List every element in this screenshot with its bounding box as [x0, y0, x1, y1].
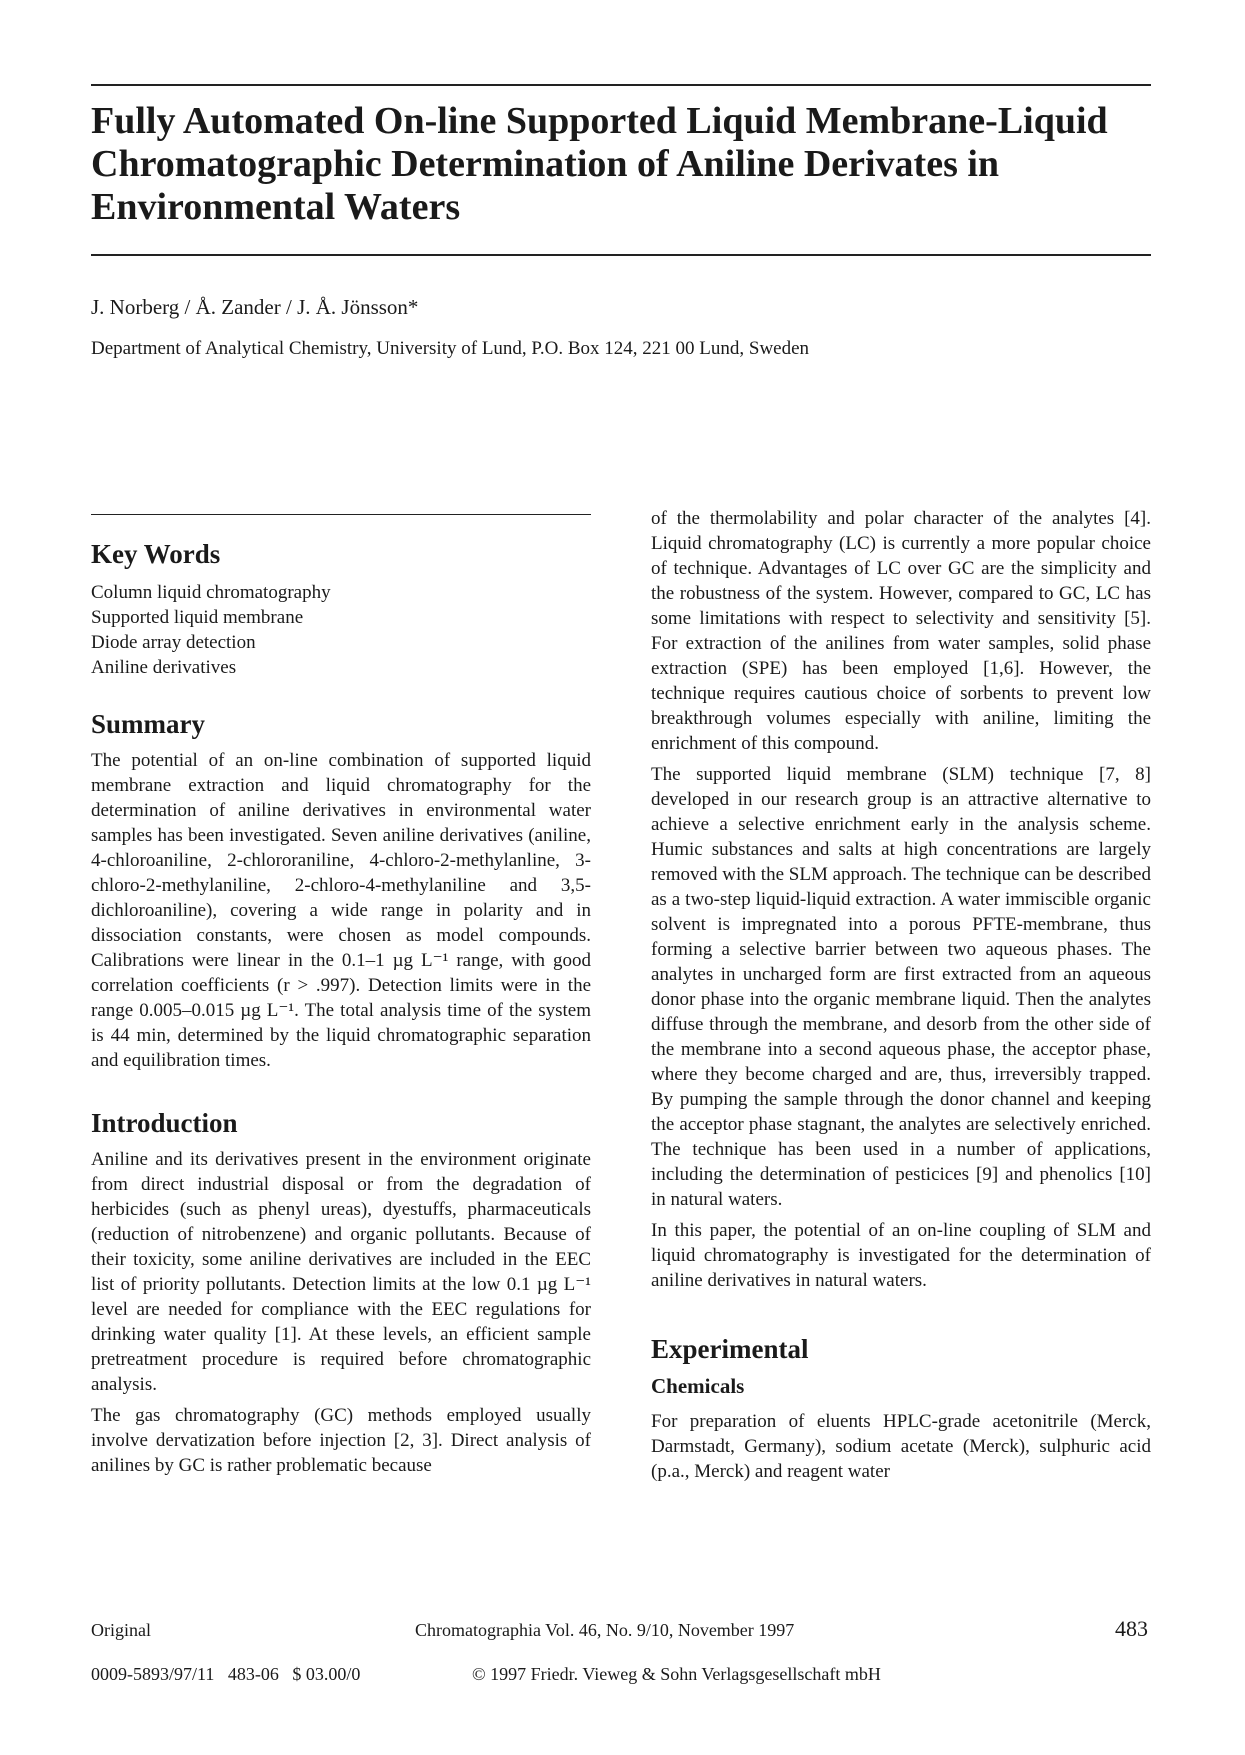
keyword-item: Column liquid chromatography: [91, 582, 331, 603]
introduction-paragraph-2: The gas chromatography (GC) methods employed usually involve dervatization before injection [2, 3]. Direct analysis of anilines by GC is rather problematic because: [91, 1405, 591, 1476]
experimental-heading: Experimental: [651, 1334, 809, 1364]
paper-title: Fully Automated On-line Supported Liquid Membrane-Liquid Chromatographic Determination of Aniline Derivates in Environmental Waters: [91, 100, 1108, 228]
top-rule: [91, 84, 1151, 86]
keywords-list: [91, 580, 591, 680]
authors: J. Norberg / Å. Zander / J. Å. Jönsson*: [91, 295, 419, 319]
keyword-item: Supported liquid membrane: [91, 607, 304, 628]
summary-heading: Summary: [91, 709, 205, 739]
keywords-heading: Key Words: [91, 539, 221, 569]
chemicals-heading: Chemicals: [651, 1374, 745, 1398]
keywords-rule: [91, 514, 591, 515]
introduction-heading: Introduction: [91, 1108, 238, 1138]
affiliation: Department of Analytical Chemistry, University of Lund, P.O. Box 124, 221 00 Lund, Sweden: [91, 338, 810, 359]
summary-text: The potential of an on-line combination of supported liquid membrane extraction and liquid chromatography for the determination of aniline derivatives in environmental water samples has been investigated. Seven aniline derivatives (aniline, 4-chloroaniline, 2-chlororaniline, 4-chloro-2-methylanline, 3-chloro-2-methylaniline, 2-chloro-4-methylaniline and 3,5-dichloroaniline), covering a wide range in polarity and in dissociation constants, were chosen as model compounds. Calibrations were linear in the 0.1–1 µg L⁻¹ range, with good correlation coefficients (r > .997). Detection limits were in the range 0.005–0.015 µg L⁻¹. The total analysis time of the system is 44 min, determined by the liquid chromatographic separation and equilibration times.: [91, 750, 591, 1071]
footer-issn: 0009-5893/97/11 483-06 $ 03.00/0: [91, 1664, 361, 1684]
chemicals-text: For preparation of eluents HPLC-grade acetonitrile (Merck, Darmstadt, Germany), sodium acetate (Merck), sulphuric acid (p.a., Merck) and reagent water: [651, 1411, 1151, 1482]
footer-copyright: © 1997 Friedr. Vieweg & Sohn Verlagsgesellschaft mbH: [472, 1664, 881, 1684]
footer-label: Original: [91, 1620, 151, 1640]
right-column: [651, 506, 1151, 1490]
introduction-paragraph-1: Aniline and its derivatives present in the environment originate from direct industrial disposal or from the degradation of herbicides (such as phenyl ureas), dyestuffs, pharmaceuticals (reduction of nitrobenzene) and organic pollutants. Because of their toxicity, some aniline derivatives are included in the EEC list of priority pollutants. Detection limits at the low 0.1 µg L⁻¹ level are needed for compliance with the EEC regulations for drinking water quality [1]. At these levels, an efficient sample pretreatment procedure is required before chromatographic analysis.: [91, 1149, 591, 1395]
keyword-item: Aniline derivatives: [91, 657, 237, 678]
title-bottom-rule: [91, 254, 1151, 256]
introduction-paragraph-3: The supported liquid membrane (SLM) technique [7, 8] developed in our research group is an attractive alternative to achieve a selective enrichment early in the analysis scheme. Humic substances and salts at high concentrations are largely removed with the SLM approach. The technique can be described as a two-step liquid-liquid extraction. A water immiscible organic solvent is impregnated into a porous PFTE-membrane, thus forming a selective barrier between two aqueous phases. The analytes in uncharged form are first extracted from an aqueous donor phase into the organic membrane liquid. Then the analytes diffuse through the membrane, and desorb from the other side of the membrane into a second aqueous phase, the acceptor phase, where they become charged and are, thus, irreversibly trapped. By pumping the sample through the donor channel and keeping the acceptor phase stagnant, the analytes are selectively enriched. The technique has been used in a number of applications, including the determination of pesticices [9] and phenolics [10] in natural waters.: [651, 764, 1151, 1210]
left-column: [91, 514, 591, 1484]
footer-journal: Chromatographia Vol. 46, No. 9/10, November 1997: [415, 1620, 795, 1640]
keyword-item: Diode array detection: [91, 632, 256, 653]
introduction-paragraph-4: In this paper, the potential of an on-line coupling of SLM and liquid chromatography is investigated for the determination of aniline derivatives in natural waters.: [651, 1220, 1151, 1291]
introduction-paragraph-2-continued: of the thermolability and polar character of the analytes [4]. Liquid chromatography (LC) is currently a more popular choice of technique. Advantages of LC over GC are the simplicity and the robustness of the system. However, compared to GC, LC has some limitations with respect to selectivity and sensitivity [5]. For extraction of the anilines from water samples, solid phase extraction (SPE) has been employed [1,6]. However, the technique requires cautious choice of sorbents to prevent low breakthrough volumes especially with aniline, limiting the enrichment of this compound.: [651, 508, 1151, 754]
page-number: 483: [1115, 1616, 1148, 1641]
